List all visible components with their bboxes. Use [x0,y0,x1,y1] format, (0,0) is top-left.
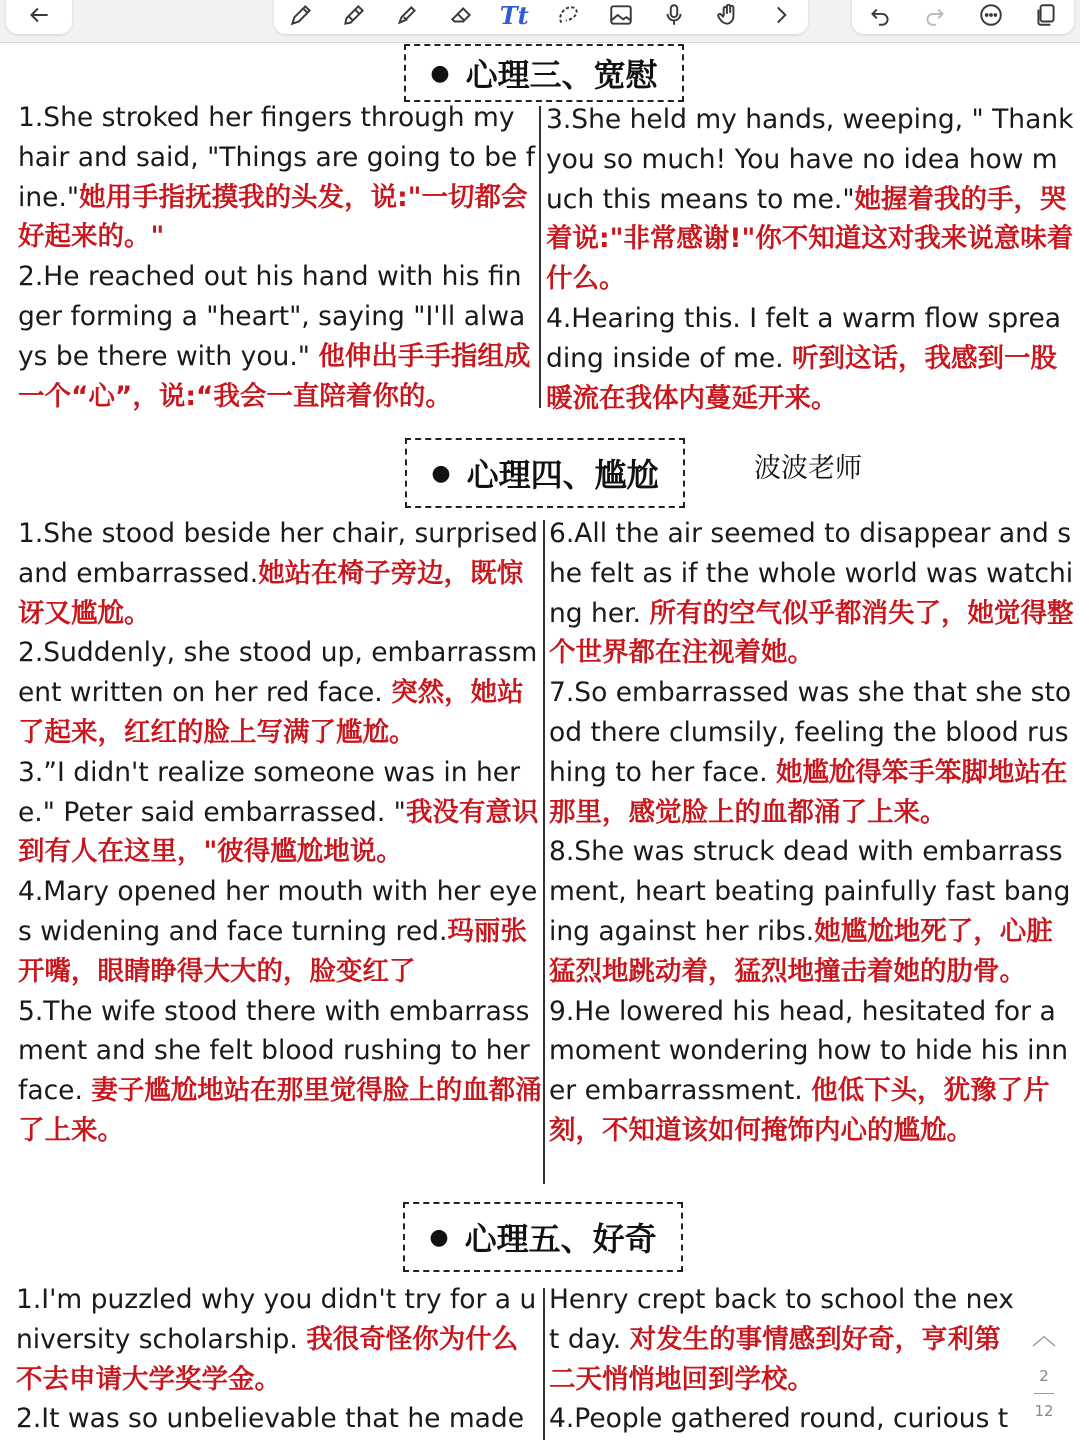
eraser-icon[interactable] [443,0,479,30]
entry [549,832,1074,991]
pencil-icon[interactable] [336,0,372,30]
entry [18,514,546,633]
entry-english: 1.She stroked her fingers through my hair and said, "Things are going to be fine." [18,102,536,213]
entry-chinese: 突然，她站了起来，红红的脸上写满了尴尬。 [18,677,524,748]
entry-english: 3.She held my hands, weeping, " Thank you so much! You have no idea how much this means to me." [546,104,1074,215]
entry-english: 5.The wife stood there with embarrassment and she felt blood rushing to her face. [18,995,530,1107]
entry-english: 4.Mary opened her mouth with her eyes widening and face turning red. [18,876,538,947]
section-right-column [549,514,1074,1194]
entry-english: 9.He lowered his head, hesitated for a moment wondering how to hide his inner embarrassment. [549,995,1069,1107]
pen-icon[interactable] [283,0,319,30]
microphone-icon[interactable] [656,0,692,30]
section-right-column [549,1280,1019,1440]
entry [549,1280,1019,1399]
entry-chinese: 我很奇怪你为什么不去申请大学奖学金。 [16,1323,519,1395]
entry [18,872,546,991]
entry [18,257,536,416]
total-pages-number: 12 [1034,1402,1054,1420]
note-page [0,42,1080,1440]
bullet-icon: ● [429,1224,449,1250]
entry-english: 8.She was struck dead with embarrassment, heart beating painfully fast banging against her ribs. [549,836,1071,947]
back-arrow-icon[interactable] [21,0,57,30]
hand-icon[interactable] [710,0,746,30]
chevron-up-icon[interactable]: ︿ [1032,1322,1056,1350]
section-heading-text: 心理三、宽慰 [465,56,658,94]
bullet-icon: ● [431,460,451,486]
page-divider [1034,1393,1054,1394]
lasso-icon[interactable] [550,0,586,30]
text-tool-icon[interactable]: Tt [499,0,529,30]
entry-english: 1.I'm puzzled why you didn't try for a university scholarship. [16,1284,537,1355]
column-divider [543,520,545,1184]
section-heading-text: 心理五、好奇 [464,1220,657,1258]
entry-chinese: 他低下头，犹豫了片刻，不知道该如何掩饰内心的尴尬。 [549,1075,1050,1146]
entry [546,299,1074,418]
entry-english: 1.She stood beside her chair, surprised and embarrassed. [18,518,538,589]
entry-english: 2.Suddenly, she stood up, embarrassment written on her red face. [18,637,538,709]
image-icon[interactable] [603,0,639,30]
chevron-right-icon[interactable] [763,0,799,30]
bullet-icon: ● [430,60,450,86]
entry-english: 2.It was so unbelievable that he made [16,1403,525,1435]
section-heading-text: 心理四、尴尬 [466,456,659,494]
entry-chinese: 她用手指抚摸我的头发，说:"一切都会好起来的。" [18,181,528,253]
entry-chinese: 我没有意识到有人在这里，"彼得尴尬地说。 [18,796,539,868]
entry-chinese: 他伸出手手指组成一个“心”，说:“我会一直陪着你的。 [18,340,531,412]
section-heading [405,438,685,508]
section-heading [403,1202,683,1272]
entry-english: 2.He reached out his hand with his finger forming a "heart", saying "I'll always be there with you." [18,261,526,372]
entry [549,1399,1019,1439]
entry-chinese: 玛丽张开嘴，眼睛睁得大大的，脸变红了 [18,915,527,987]
entry-english: Henry crept back to school the next day. [549,1284,1014,1355]
section-left-column [16,1280,542,1440]
section-right-column [546,100,1074,420]
entry [16,1280,542,1399]
back-group [6,0,72,34]
current-page-number: 2 [1039,1367,1049,1385]
undo-icon[interactable] [862,0,898,30]
entry [546,100,1074,299]
tools-group [274,0,808,34]
entry-english: 3.”I didn't realize someone was in here." Peter said embarrassed. " [18,756,520,828]
entry-chinese: 对发生的事情感到好奇，亨利第二天悄悄地回到学校。 [549,1323,1001,1395]
entry-chinese: 她尴尬得笨手笨脚地站在那里，感觉脸上的血都涌了上来。 [549,756,1068,828]
actions-group [852,0,1074,34]
column-divider [543,1288,545,1440]
column-divider [539,106,541,408]
entry [18,992,546,1151]
top-toolbar [0,0,1080,43]
entry-chinese: 她尴尬地死了，心脏猛烈地跳动着，猛烈地撞击着她的肋骨。 [549,915,1053,987]
author-note: 波波老师 [754,453,862,484]
entry [549,673,1074,832]
pages-icon[interactable] [1028,0,1064,30]
section-left-column [18,98,536,458]
page-indicator[interactable] [1016,1310,1072,1440]
entry [549,992,1074,1151]
entry-chinese: 她站在椅子旁边，既惊讶又尴尬。 [18,557,524,629]
entry [16,1399,542,1439]
section-heading [404,44,684,102]
redo-icon[interactable] [917,0,953,30]
entry [18,753,546,872]
more-icon[interactable] [973,0,1009,30]
entry-english: 4.Hearing this. I felt a warm flow spreading inside of me. [546,302,1062,374]
entry-english: 6.All the air seemed to disappear and she felt as if the whole world was watching her. [549,518,1074,629]
section-left-column [18,514,546,1194]
entry-chinese: 她握着我的手，哭着说:"非常感谢!"你不知道这对我来说意味着什么。 [546,183,1074,295]
entry [549,514,1074,673]
entry-chinese: 听到这话，我感到一股暖流在我体内蔓延开来。 [546,342,1058,414]
entry [18,98,536,257]
entry-english: 7.So embarrassed was she that she stood there clumsily, feeling the blood rushing to her face. [549,677,1072,788]
highlighter-icon[interactable] [389,0,425,30]
entry-chinese: 所有的空气似乎都消失了，她觉得整个世界都在注视着她。 [549,597,1074,669]
entry [18,633,546,752]
entry-chinese: 妻子尴尬地站在那里觉得脸上的血都涌了上来。 [18,1075,542,1146]
entry-english: 4.People gathered round, curious t [549,1403,1009,1435]
